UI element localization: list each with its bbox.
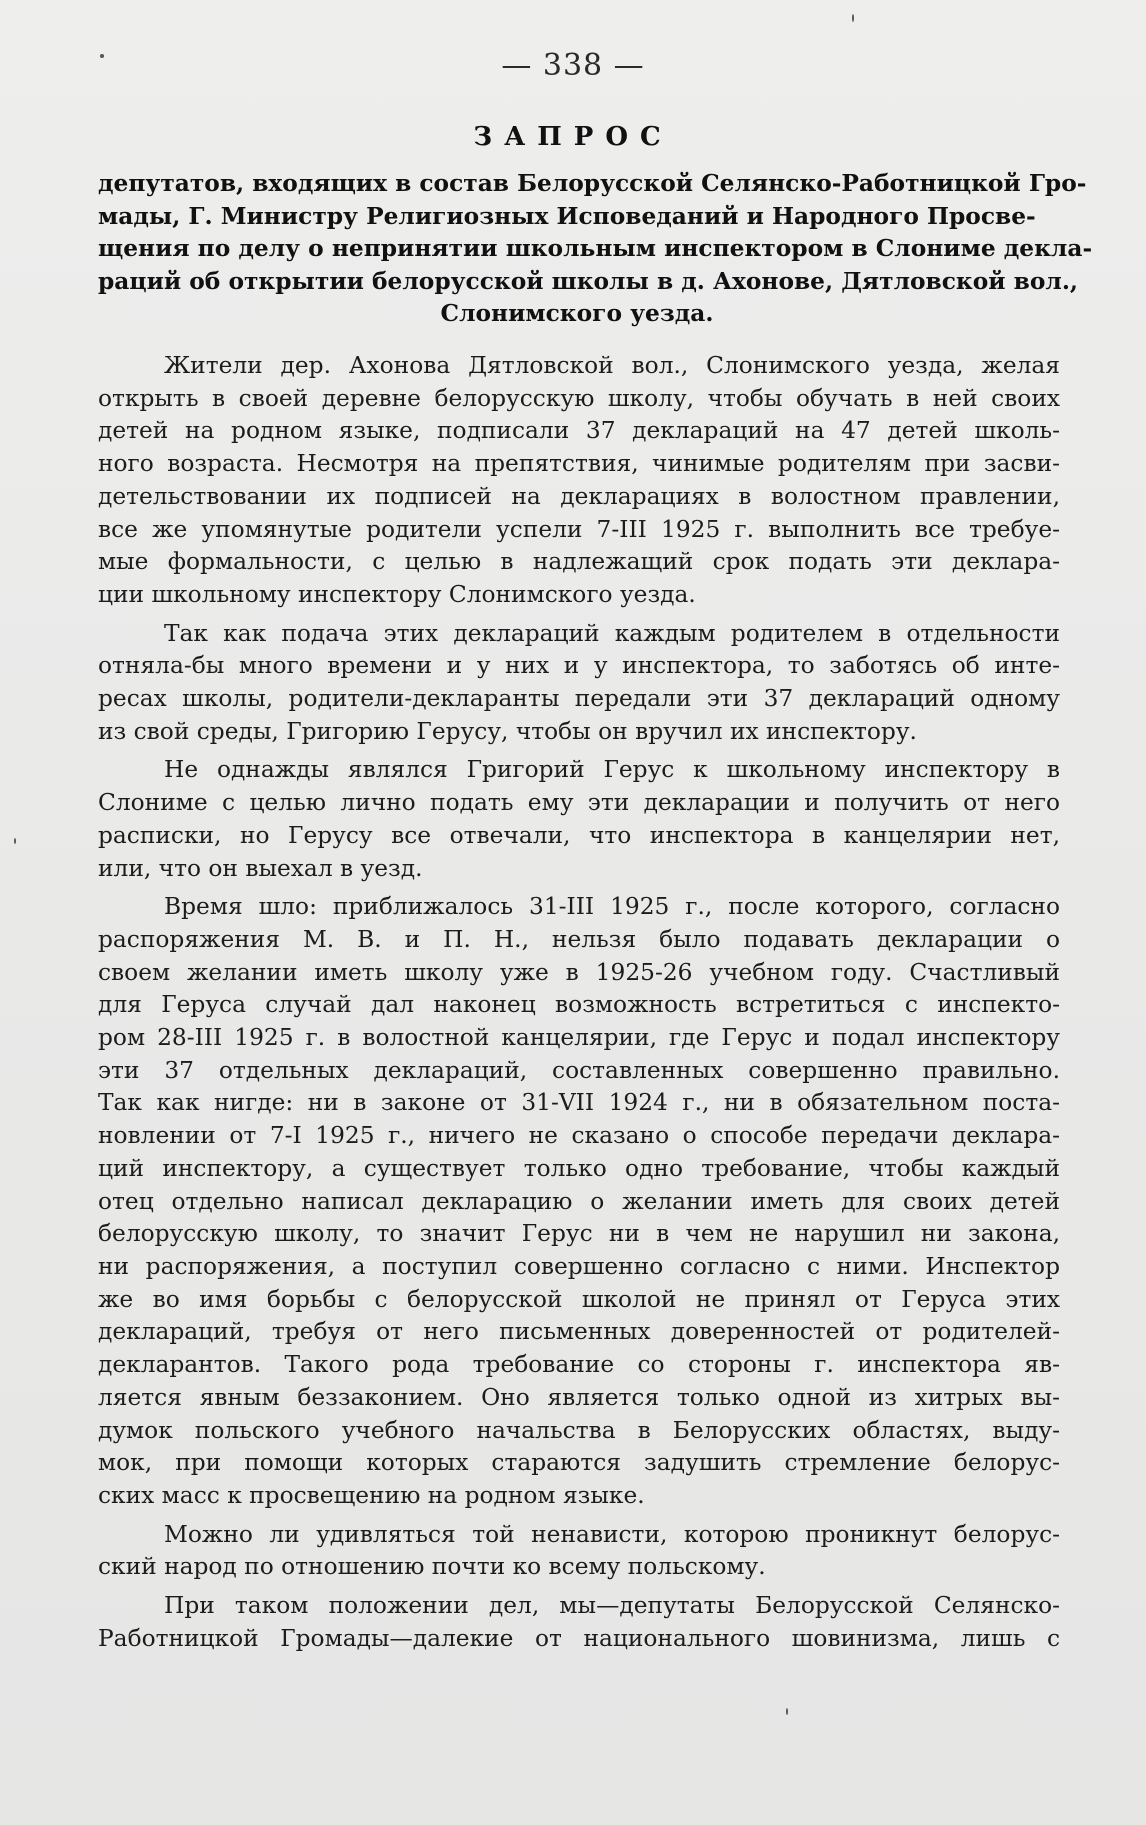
text-line: своем желании иметь школу уже в 1925-26 учебном году. Счастливый [98,958,1060,986]
paragraph [98,1519,1060,1584]
text-line: детей на родном языке, подписали 37 деклараций на 47 детей школь- [98,417,1060,445]
text-line: думок польского учебного начальства в Белорусских областях, выду- [98,1416,1060,1444]
subtitle-line: Слонимского уезда. [440,300,714,327]
scan-speck [786,1708,788,1715]
subtitle-line: депутатов, входящих в состав Белорусской Селянско-Работницкой Гро- [98,170,1087,197]
text-line: отец отдельно написал декларацию о желании иметь для своих детей [98,1187,1060,1215]
text-line: ций инспектору, а существует только одно требование, чтобы каждый [98,1154,1060,1182]
text-line: ции школьному инспектору Слонимского уезда. [98,580,696,608]
text-line: из свой среды, Григорию Герусу, чтобы он вручил их инспектору. [98,717,917,745]
text-line: детельствовании их подписей на декларациях в волостном правлении, [98,482,1060,510]
document-title: ЗАПРОС [473,122,673,152]
text-line: декларантов. Такого рода требование со стороны г. инспектора яв- [98,1351,1060,1379]
paragraph [98,618,1060,749]
text-line: деклараций, требуя от него письменных доверенностей от родителей- [98,1318,1060,1346]
document-subtitle [98,168,1093,331]
text-line: эти 37 отдельных деклараций, составленных совершенно правильно. [98,1056,1060,1084]
text-line: Так как подача этих деклараций каждым родителем в отдельности [164,619,1060,647]
text-line: же во имя борьбы с белорусской школой не принял от Геруса этих [98,1285,1060,1313]
text-line: Работницкой Громады—далекие от национального шовинизма, лишь с [98,1624,1060,1652]
text-line: Время шло: приближалось 31-III 1925 г., после которого, согласно [164,893,1060,921]
paragraph [98,350,1060,612]
text-line: мок, при помощи которых стараются задушить стремление белорус- [98,1449,1060,1477]
scan-speck [14,838,16,844]
text-line: новлении от 7-I 1925 г., ничего не сказано о способе передачи деклара- [98,1122,1060,1150]
text-line: мые формальности, с целью в надлежащий срок подать эти деклара- [98,548,1060,576]
text-line: открыть в своей деревне белорусскую школу, чтобы обучать в ней своих [98,384,1060,412]
text-line: ских масс к просвещению на родном языке. [98,1481,645,1509]
text-line: белорусскую школу, то значит Герус ни в чем не нарушил ни закона, [98,1220,1060,1248]
text-line: При таком положении дел, мы—депутаты Белорусской Селянско- [164,1592,1060,1620]
paragraph [98,891,1060,1512]
scan-speck [100,54,104,58]
text-line: ляется явным беззаконием. Оно является только одной из хитрых вы- [98,1383,1060,1411]
subtitle-line: щения по делу о непринятии школьным инспектором в Слониме декла- [98,235,1093,262]
text-line: Жители дер. Ахонова Дятловской вол., Слонимского уезда, желая [164,352,1060,379]
paragraph [98,1590,1060,1655]
document-body [98,350,1060,1661]
text-line: отняла-бы много времени и у них и у инспектора, то заботясь об инте- [98,652,1060,680]
text-line: ресах школы, родители-декларанты передали эти 37 деклараций одному [98,685,1060,713]
text-line: ский народ по отношению почти ко всему польскому. [98,1553,766,1581]
text-line: все же упомянутые родители успели 7-III 1925 г. выполнить все требуе- [98,515,1060,543]
text-line: расписки, но Герусу все отвечали, что инспектора в канцелярии нет, [98,821,1060,849]
text-line: Можно ли удивляться той ненависти, которою проникнут белорус- [164,1520,1060,1548]
text-line: Не однажды являлся Григорий Герус к школьному инспектору в [164,756,1060,784]
page-number: — 338 — [501,48,645,83]
text-line: ром 28-III 1925 г. в волостной канцелярии, где Герус и подал инспектору [98,1024,1060,1052]
subtitle-line: мады, Г. Министру Религиозных Исповеданий и Народного Просве- [98,202,1036,230]
paragraph [98,754,1060,885]
text-line: Слониме с целью лично подать ему эти декларации и получить от него [98,789,1060,817]
text-line: ного возраста. Несмотря на препятствия, чинимые родителям при засви- [98,450,1060,478]
text-line: распоряжения М. В. и П. Н., нельзя было подавать декларации о [98,925,1060,953]
scan-speck [852,14,854,22]
subtitle-line: раций об открытии белорусской школы в д. Ахонове, Дятловской вол., [98,267,1079,295]
text-line: для Геруса случай дал наконец возможность встретиться с инспекто- [98,991,1060,1019]
text-line: или, что он выехал в уезд. [98,854,423,882]
text-line: ни распоряжения, а поступил совершенно согласно с ними. Инспектор [98,1252,1060,1280]
text-line: Так как нигде: ни в законе от 31-VII 1924 г., ни в обязательном поста- [98,1089,1060,1117]
